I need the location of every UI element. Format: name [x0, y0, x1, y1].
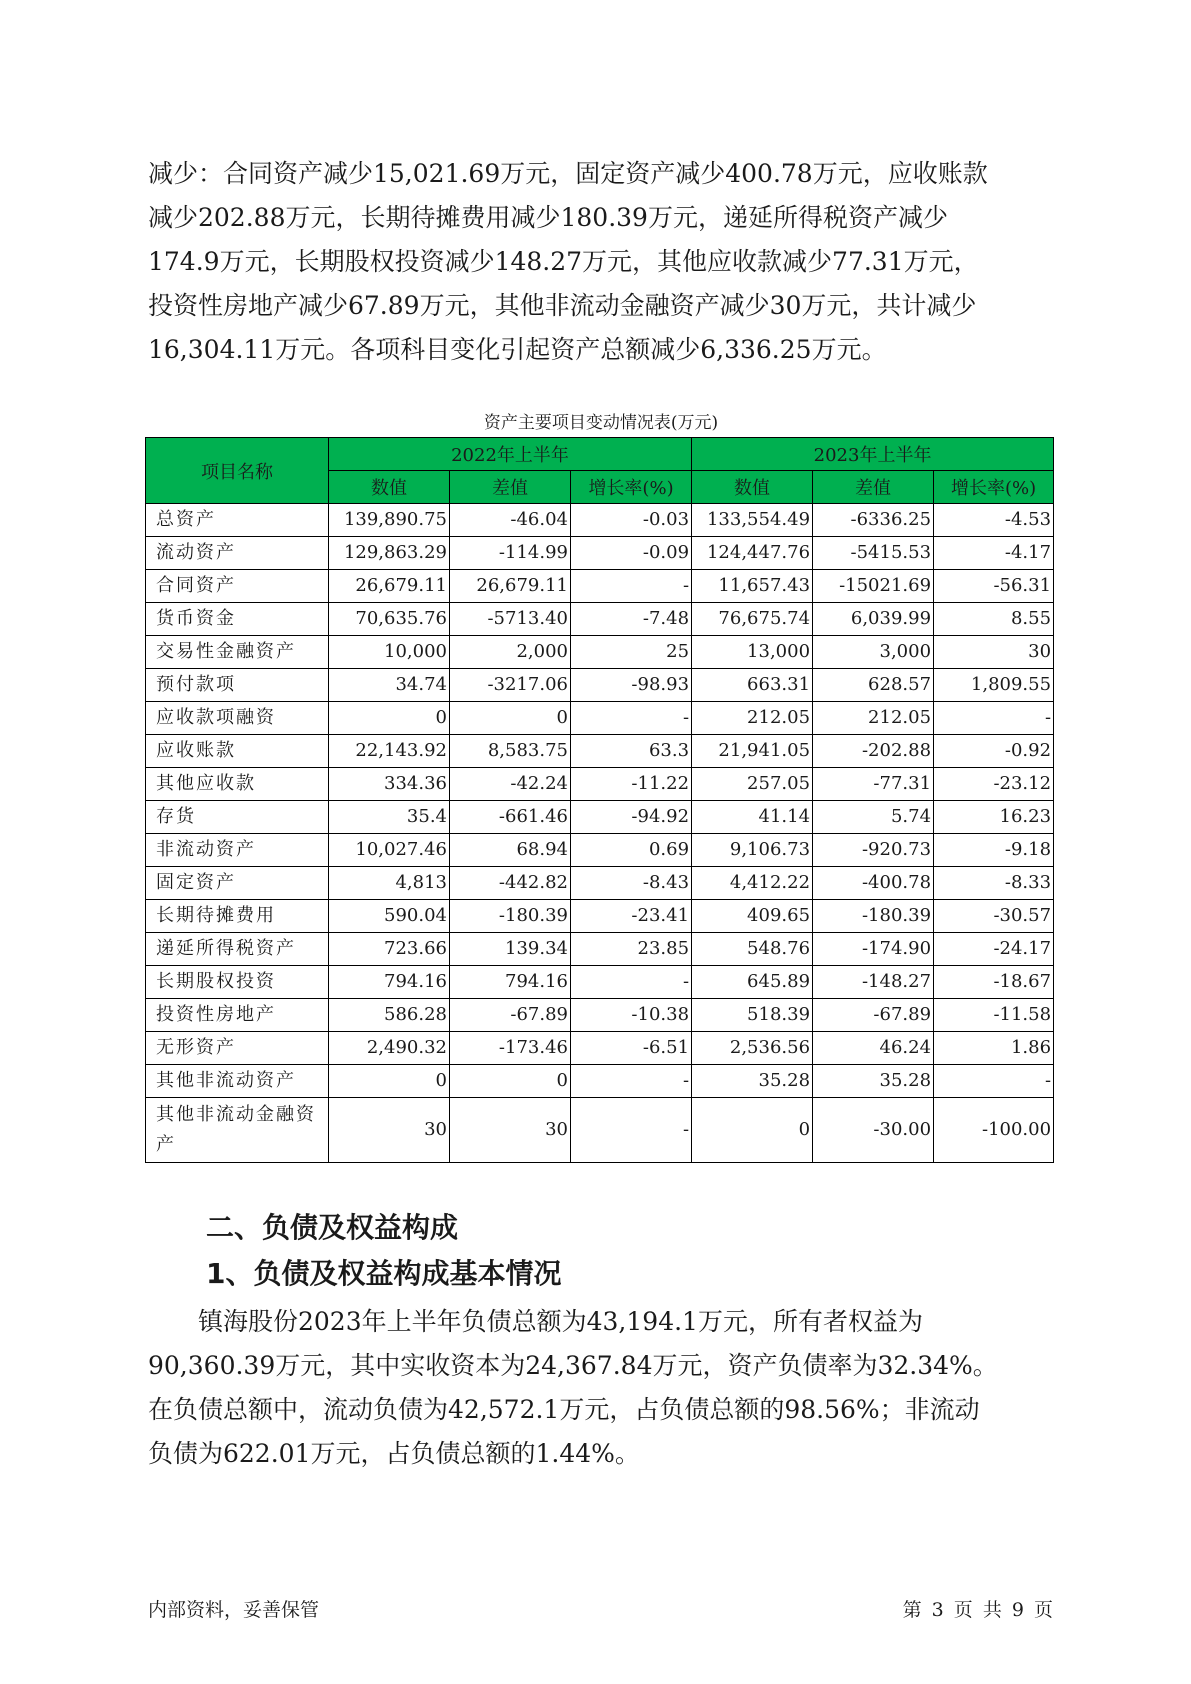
table-cell: 0 — [450, 702, 571, 735]
table-cell: 1,809.55 — [934, 669, 1054, 702]
table-cell: -11.58 — [934, 999, 1054, 1032]
table-row — [146, 603, 1054, 636]
row-item-name: 流动资产 — [146, 537, 329, 570]
table-cell: -24.17 — [934, 933, 1054, 966]
table-cell: 548.76 — [692, 933, 813, 966]
table-cell: 63.3 — [571, 735, 692, 768]
table-cell: 794.16 — [329, 966, 450, 999]
paragraph-line: 减少202.88万元，长期待摊费用减少180.39万元，递延所得税资产减少 — [148, 203, 948, 232]
table-cell: 2,536.56 — [692, 1032, 813, 1065]
table-cell: 129,863.29 — [329, 537, 450, 570]
column-header: 差值 — [813, 471, 934, 504]
table-cell: 4,813 — [329, 867, 450, 900]
table-cell: 30 — [450, 1098, 571, 1163]
table-cell: 518.39 — [692, 999, 813, 1032]
period-header-2023: 2023年上半年 — [692, 438, 1054, 471]
table-cell: 0 — [450, 1065, 571, 1098]
row-item-name: 应收账款 — [146, 735, 329, 768]
table-row — [146, 537, 1054, 570]
table-cell: 663.31 — [692, 669, 813, 702]
table-cell: - — [934, 702, 1054, 735]
table-cell: 76,675.74 — [692, 603, 813, 636]
row-item-name: 其他非流动资产 — [146, 1065, 329, 1098]
table-cell: -18.67 — [934, 966, 1054, 999]
table-cell: - — [571, 570, 692, 603]
table-cell: 723.66 — [329, 933, 450, 966]
table-cell: 645.89 — [692, 966, 813, 999]
table-cell: -94.92 — [571, 801, 692, 834]
table-cell: -114.99 — [450, 537, 571, 570]
table-cell: -11.22 — [571, 768, 692, 801]
table-cell: -174.90 — [813, 933, 934, 966]
liability-paragraph — [148, 1300, 1054, 1476]
period-header-2022: 2022年上半年 — [329, 438, 692, 471]
table-cell: -8.33 — [934, 867, 1054, 900]
table-cell: -0.03 — [571, 504, 692, 537]
table-cell: 409.65 — [692, 900, 813, 933]
table-cell: -661.46 — [450, 801, 571, 834]
table-cell: -100.00 — [934, 1098, 1054, 1163]
table-cell: -4.17 — [934, 537, 1054, 570]
table-cell: -920.73 — [813, 834, 934, 867]
table-row — [146, 966, 1054, 999]
table-cell: -180.39 — [813, 900, 934, 933]
paragraph-line: 镇海股份2023年上半年负债总额为43,194.1万元，所有者权益为 — [198, 1307, 923, 1336]
table-row — [146, 999, 1054, 1032]
table-cell: -9.18 — [934, 834, 1054, 867]
table-row — [146, 570, 1054, 603]
table-cell: 794.16 — [450, 966, 571, 999]
table-cell: -46.04 — [450, 504, 571, 537]
table-row — [146, 636, 1054, 669]
subsection-heading: 1、负债及权益构成基本情况 — [206, 1257, 562, 1290]
table-row — [146, 735, 1054, 768]
row-item-name: 合同资产 — [146, 570, 329, 603]
row-item-name: 存货 — [146, 801, 329, 834]
table-cell: 35.28 — [692, 1065, 813, 1098]
table-cell: -400.78 — [813, 867, 934, 900]
table-cell: 334.36 — [329, 768, 450, 801]
table-cell: - — [571, 702, 692, 735]
table-cell: -5415.53 — [813, 537, 934, 570]
table-cell: -442.82 — [450, 867, 571, 900]
table-row — [146, 669, 1054, 702]
table-cell: 133,554.49 — [692, 504, 813, 537]
table-cell: 0.69 — [571, 834, 692, 867]
table-cell: -202.88 — [813, 735, 934, 768]
table-cell: 35.28 — [813, 1065, 934, 1098]
paragraph-line: 投资性房地产减少67.89万元，其他非流动金融资产减少30万元，共计减少 — [148, 291, 977, 320]
row-item-name: 应收款项融资 — [146, 702, 329, 735]
table-cell: -67.89 — [450, 999, 571, 1032]
table-cell: -23.12 — [934, 768, 1054, 801]
row-item-name: 预付款项 — [146, 669, 329, 702]
table-cell: 23.85 — [571, 933, 692, 966]
table-cell: 586.28 — [329, 999, 450, 1032]
row-item-name: 长期待摊费用 — [146, 900, 329, 933]
table-cell: 10,000 — [329, 636, 450, 669]
item-name-header: 项目名称 — [146, 438, 329, 504]
table-cell: 4,412.22 — [692, 867, 813, 900]
table-cell: 13,000 — [692, 636, 813, 669]
row-item-name: 长期股权投资 — [146, 966, 329, 999]
table-row — [146, 801, 1054, 834]
table-cell: 35.4 — [329, 801, 450, 834]
table-row — [146, 1032, 1054, 1065]
column-header: 差值 — [450, 471, 571, 504]
table-cell: -6.51 — [571, 1032, 692, 1065]
table-cell: -173.46 — [450, 1032, 571, 1065]
row-item-name: 交易性金融资产 — [146, 636, 329, 669]
table-cell: 26,679.11 — [450, 570, 571, 603]
table-cell: -8.43 — [571, 867, 692, 900]
column-header: 数值 — [329, 471, 450, 504]
table-cell: 68.94 — [450, 834, 571, 867]
table-cell: -7.48 — [571, 603, 692, 636]
table-cell: -4.53 — [934, 504, 1054, 537]
paragraph-line: 90,360.39万元，其中实收资本为24,367.84万元，资产负债率为32.34%。 — [148, 1351, 998, 1380]
row-item-name: 其他应收款 — [146, 768, 329, 801]
footer-confidential-note: 内部资料，妥善保管 — [148, 1599, 320, 1621]
table-cell: -98.93 — [571, 669, 692, 702]
row-item-name: 货币资金 — [146, 603, 329, 636]
table-cell: 212.05 — [692, 702, 813, 735]
table-cell: 139.34 — [450, 933, 571, 966]
table-cell: 2,000 — [450, 636, 571, 669]
table-cell: 0 — [329, 1065, 450, 1098]
row-item-name: 固定资产 — [146, 867, 329, 900]
table-row — [146, 933, 1054, 966]
paragraph-line: 减少：合同资产减少15,021.69万元，固定资产减少400.78万元，应收账款 — [148, 159, 988, 188]
table-cell: 41.14 — [692, 801, 813, 834]
table-cell: 8.55 — [934, 603, 1054, 636]
table-cell: 212.05 — [813, 702, 934, 735]
column-header: 增长率(%) — [934, 471, 1054, 504]
table-row — [146, 867, 1054, 900]
table-cell: 9,106.73 — [692, 834, 813, 867]
column-header: 数值 — [692, 471, 813, 504]
asset-change-paragraph — [148, 152, 1054, 372]
row-item-name: 总资产 — [146, 504, 329, 537]
asset-change-table — [145, 437, 1054, 1163]
table-cell: - — [571, 1065, 692, 1098]
paragraph-line: 负债为622.01万元，占负债总额的1.44%。 — [148, 1439, 640, 1468]
table-cell: - — [571, 1098, 692, 1163]
table-cell: 0 — [329, 702, 450, 735]
table-cell: -56.31 — [934, 570, 1054, 603]
table-caption: 资产主要项目变动情况表(万元) — [483, 413, 719, 433]
table-cell: - — [934, 1065, 1054, 1098]
table-cell: 590.04 — [329, 900, 450, 933]
table-cell: -15021.69 — [813, 570, 934, 603]
table-cell: -6336.25 — [813, 504, 934, 537]
table-cell: 5.74 — [813, 801, 934, 834]
table-cell: 30 — [934, 636, 1054, 669]
paragraph-line: 174.9万元，长期股权投资减少148.27万元，其他应收款减少77.31万元， — [148, 247, 979, 276]
table-cell: 26,679.11 — [329, 570, 450, 603]
paragraph-line: 16,304.11万元。各项科目变化引起资产总额减少6,336.25万元。 — [148, 335, 887, 364]
table-cell: -30.57 — [934, 900, 1054, 933]
row-item-name: 无形资产 — [146, 1032, 329, 1065]
section-heading: 二、负债及权益构成 — [206, 1211, 459, 1244]
table-cell: 10,027.46 — [329, 834, 450, 867]
row-item-name: 其他非流动金融资产 — [146, 1098, 329, 1163]
column-header: 增长率(%) — [571, 471, 692, 504]
table-cell: -148.27 — [813, 966, 934, 999]
table-cell: 124,447.76 — [692, 537, 813, 570]
row-item-name: 递延所得税资产 — [146, 933, 329, 966]
table-cell: -23.41 — [571, 900, 692, 933]
table-cell: 8,583.75 — [450, 735, 571, 768]
row-item-name: 投资性房地产 — [146, 999, 329, 1032]
table-cell: 21,941.05 — [692, 735, 813, 768]
table-row — [146, 702, 1054, 735]
table-cell: 628.57 — [813, 669, 934, 702]
table-cell: 30 — [329, 1098, 450, 1163]
table-cell: 25 — [571, 636, 692, 669]
table-cell: 70,635.76 — [329, 603, 450, 636]
table-cell: 139,890.75 — [329, 504, 450, 537]
table-cell: 2,490.32 — [329, 1032, 450, 1065]
table-row — [146, 1065, 1054, 1098]
table-cell: 1.86 — [934, 1032, 1054, 1065]
table-cell: -30.00 — [813, 1098, 934, 1163]
table-row — [146, 1098, 1054, 1163]
table-cell: - — [571, 966, 692, 999]
table-cell: 34.74 — [329, 669, 450, 702]
table-cell: -0.09 — [571, 537, 692, 570]
table-cell: -42.24 — [450, 768, 571, 801]
footer-page-number: 第 3 页 共 9 页 — [902, 1599, 1053, 1621]
table-cell: 0 — [692, 1098, 813, 1163]
table-row — [146, 504, 1054, 537]
table-row — [146, 900, 1054, 933]
table-cell: -10.38 — [571, 999, 692, 1032]
paragraph-line: 在负债总额中，流动负债为42,572.1万元，占负债总额的98.56%；非流动 — [148, 1395, 980, 1424]
table-cell: -3217.06 — [450, 669, 571, 702]
table-cell: 46.24 — [813, 1032, 934, 1065]
table-cell: 257.05 — [692, 768, 813, 801]
table-cell: 6,039.99 — [813, 603, 934, 636]
table-cell: -180.39 — [450, 900, 571, 933]
table-row — [146, 834, 1054, 867]
table-cell: 16.23 — [934, 801, 1054, 834]
table-row — [146, 768, 1054, 801]
row-item-name: 非流动资产 — [146, 834, 329, 867]
table-cell: -0.92 — [934, 735, 1054, 768]
table-cell: -67.89 — [813, 999, 934, 1032]
table-cell: 3,000 — [813, 636, 934, 669]
table-cell: 22,143.92 — [329, 735, 450, 768]
table-cell: 11,657.43 — [692, 570, 813, 603]
table-cell: -5713.40 — [450, 603, 571, 636]
table-cell: -77.31 — [813, 768, 934, 801]
